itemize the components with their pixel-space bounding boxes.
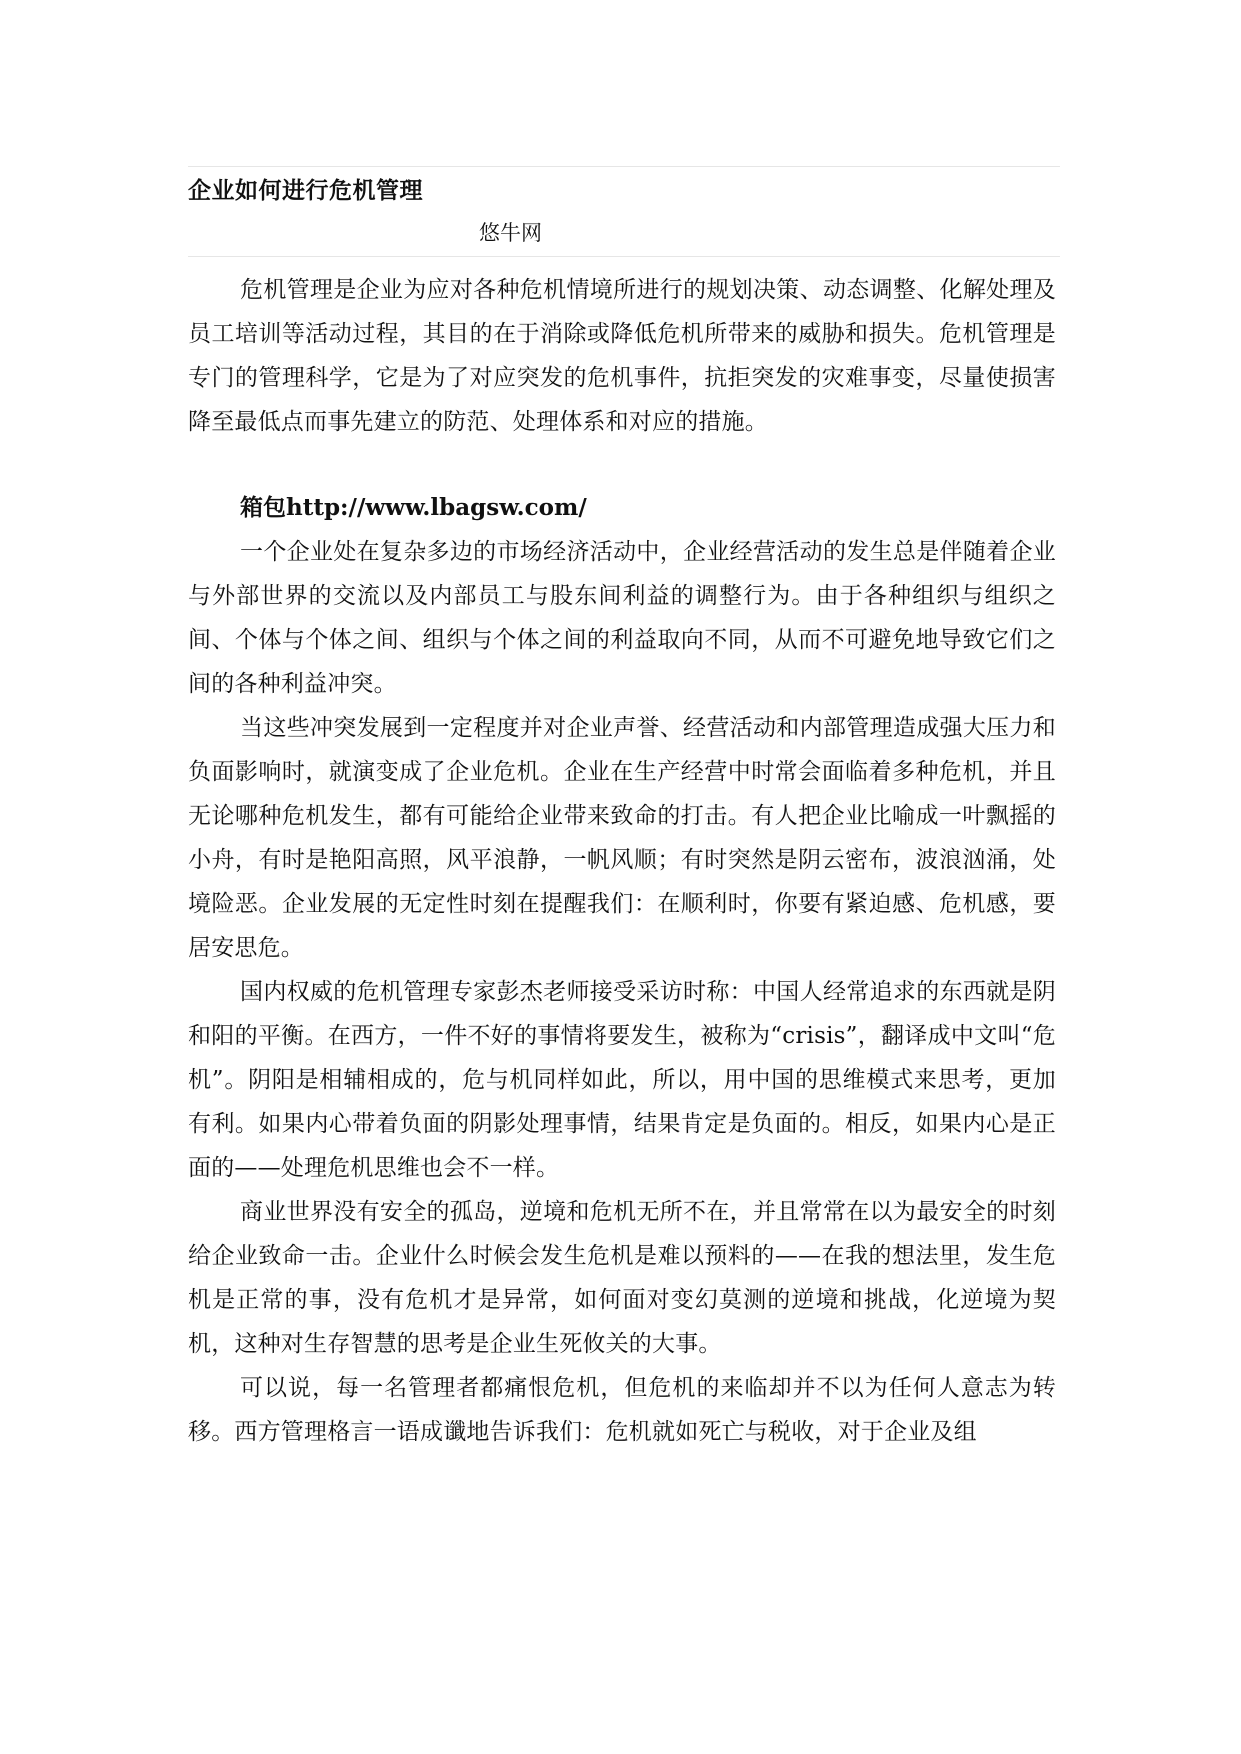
body-paragraph-4: 商业世界没有安全的孤岛，逆境和危机无所不在，并且常常在以为最安全的时刻给企业致命一击。企业什么时候会发生危机是难以预料的——在我的想法里，发生危机是正常的事，没有危机才是异常，如何面对变幻莫测的逆境和挑战，化逆境为契机，这种对生存智慧的思考是企业生死攸关的大事。 bbox=[188, 1199, 1056, 1357]
body-paragraph-3: 国内权威的危机管理专家彭杰老师接受采访时称：中国人经常追求的东西就是阴和阳的平衡。在西方，一件不好的事情将要发生，被称为“crisis”，翻译成中文叫“危机”。阴阳是相辅相成的，危与机同样如此，所以，用中国的思维模式来思考，更加有利。如果内心带着负面的阴影处理事情，结果肯定是负面的。相反，如果内心是正面的——处理危机思维也会不一样。 bbox=[188, 979, 1056, 1181]
paragraph-spacer bbox=[188, 444, 1056, 486]
body-paragraph-5: 可以说，每一名管理者都痛恨危机，但危机的来临却并不以为任何人意志为转移。西方管理格言一语成谶地告诉我们：危机就如死亡与税收，对于企业及组 bbox=[188, 1375, 1056, 1445]
article-body bbox=[188, 268, 1056, 1454]
source-label: 悠牛网 bbox=[479, 221, 542, 245]
website-link-text: 箱包http://www.lbagsw.com/ bbox=[240, 494, 587, 521]
body-paragraph-2: 当这些冲突发展到一定程度并对企业声誉、经营活动和内部管理造成强大压力和负面影响时，就演变成了企业危机。企业在生产经营中时常会面临着多种危机，并且无论哪种危机发生，都有可能给企业带来致命的打击。有人把企业比喻成一叶飘摇的小舟，有时是艳阳高照，风平浪静，一帆风顺；有时突然是阴云密布，波浪汹涌，处境险恶。企业发展的无定性时刻在提醒我们：在顺利时，你要有紧迫感、危机感，要居安思危。 bbox=[188, 715, 1056, 961]
body-paragraph-1: 一个企业处在复杂多边的市场经济活动中，企业经营活动的发生总是伴随着企业与外部世界的交流以及内部员工与股东间利益的调整行为。由于各种组织与组织之间、个体与个体之间、组织与个体之间的利益取向不同，从而不可避免地导致它们之间的各种利益冲突。 bbox=[188, 539, 1056, 697]
page-title: 企业如何进行危机管理 bbox=[188, 177, 423, 204]
title-divider bbox=[188, 256, 1060, 257]
header-divider bbox=[188, 166, 1060, 167]
intro-paragraph: 危机管理是企业为应对各种危机情境所进行的规划决策、动态调整、化解处理及员工培训等活动过程，其目的在于消除或降低危机所带来的威胁和损失。危机管理是专门的管理科学，它是为了对应突发的危机事件，抗拒突发的灾难事变，尽量使损害降至最低点而事先建立的防范、处理体系和对应的措施。 bbox=[188, 277, 1056, 435]
